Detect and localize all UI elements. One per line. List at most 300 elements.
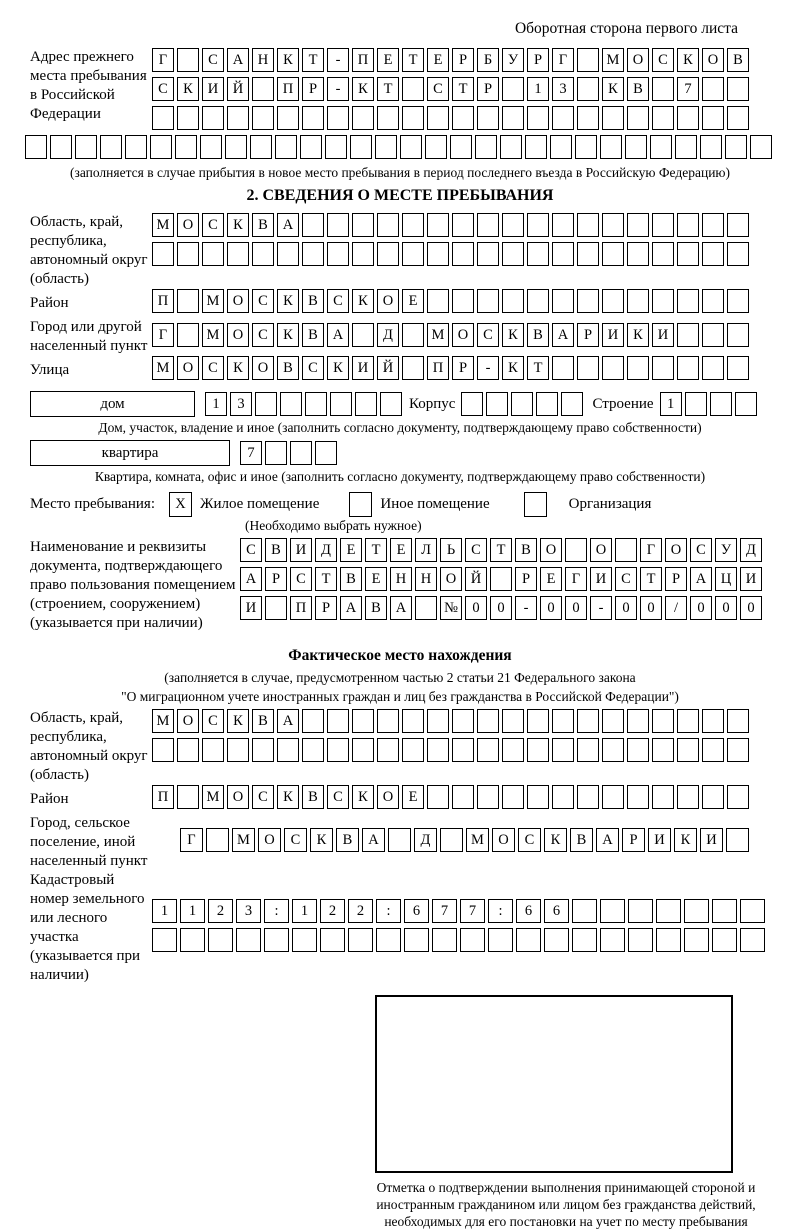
char-cell: [452, 785, 474, 809]
char-cell: [100, 135, 122, 159]
char-cell: К: [352, 77, 374, 101]
char-cell: С: [477, 323, 499, 347]
actual-city-row: [180, 828, 752, 852]
char-cell: С: [615, 567, 637, 591]
char-cell: [402, 738, 424, 762]
char-cell: [750, 135, 772, 159]
char-cell: В: [252, 709, 274, 733]
char-cell: [488, 928, 513, 952]
char-cell: С: [327, 289, 349, 313]
char-cell: 2: [348, 899, 373, 923]
char-cell: [352, 213, 374, 237]
char-cell: -: [327, 77, 349, 101]
stay-type-note: (Необходимо выбрать нужное): [245, 518, 422, 533]
char-cell: [452, 738, 474, 762]
char-cell: [152, 738, 174, 762]
char-cell: -: [327, 48, 349, 72]
char-cell: А: [277, 213, 299, 237]
char-cell: [177, 289, 199, 313]
option-residential-label: Жилое помещение: [200, 496, 320, 512]
char-cell: [252, 738, 274, 762]
char-cell: И: [700, 828, 723, 852]
char-cell: [377, 106, 399, 130]
char-cell: Е: [390, 538, 412, 562]
char-cell: С: [518, 828, 541, 852]
char-cell: [727, 785, 749, 809]
char-cell: [427, 709, 449, 733]
char-cell: [300, 135, 322, 159]
char-cell: М: [152, 709, 174, 733]
char-cell: О: [252, 356, 274, 380]
char-cell: М: [466, 828, 489, 852]
char-cell: И: [648, 828, 671, 852]
char-cell: :: [376, 899, 401, 923]
street-label: Улица: [30, 362, 70, 378]
char-cell: К: [277, 323, 299, 347]
char-cell: [652, 785, 674, 809]
char-cell: :: [264, 899, 289, 923]
char-cell: К: [227, 709, 249, 733]
char-cell: /: [665, 596, 687, 620]
char-cell: Р: [527, 48, 549, 72]
char-cell: [577, 738, 599, 762]
char-cell: [352, 106, 374, 130]
char-cell: [180, 928, 205, 952]
char-cell: [415, 596, 437, 620]
char-cell: [577, 106, 599, 130]
char-cell: В: [277, 356, 299, 380]
char-cell: [712, 928, 737, 952]
char-cell: [75, 135, 97, 159]
char-cell: С: [652, 48, 674, 72]
char-cell: [702, 77, 724, 101]
actual-region-row-2: [152, 738, 752, 762]
char-cell: [602, 738, 624, 762]
checkbox-organization-icon: [524, 492, 547, 517]
char-cell: [627, 242, 649, 266]
city-row: [152, 323, 752, 347]
char-cell: [700, 135, 722, 159]
char-cell: К: [352, 289, 374, 313]
char-cell: П: [152, 289, 174, 313]
char-cell: [25, 135, 47, 159]
char-cell: [502, 709, 524, 733]
char-cell: И: [202, 77, 224, 101]
char-cell: 1: [205, 392, 227, 416]
char-cell: У: [502, 48, 524, 72]
char-cell: [550, 135, 572, 159]
char-cell: Й: [465, 567, 487, 591]
region-cells: [152, 213, 752, 271]
char-cell: О: [177, 709, 199, 733]
region-label: Область, край, республика, автономный округ (область): [30, 214, 148, 287]
char-cell: И: [740, 567, 762, 591]
corner-note: Оборотная сторона первого листа: [514, 20, 738, 37]
char-cell: [735, 392, 757, 416]
char-cell: [577, 289, 599, 313]
char-cell: Ц: [715, 567, 737, 591]
char-cell: [452, 213, 474, 237]
char-cell: О: [492, 828, 515, 852]
char-cell: [702, 356, 724, 380]
char-cell: [727, 323, 749, 347]
char-cell: 0: [540, 596, 562, 620]
char-cell: [577, 709, 599, 733]
char-cell: [477, 242, 499, 266]
char-cell: [702, 323, 724, 347]
city-block: [30, 318, 800, 356]
char-cell: [656, 899, 681, 923]
char-cell: К: [177, 77, 199, 101]
char-cell: [627, 738, 649, 762]
char-cell: [565, 538, 587, 562]
korpus-cells: [461, 392, 586, 416]
char-cell: [602, 785, 624, 809]
actual-location-note-1: (заполняется в случае, предусмотренном частью 2 статьи 21 Федерального закона: [164, 670, 636, 685]
char-cell: [277, 106, 299, 130]
char-cell: К: [327, 356, 349, 380]
char-cell: [627, 785, 649, 809]
char-cell: [265, 441, 287, 465]
char-cell: Ь: [440, 538, 462, 562]
char-cell: [602, 709, 624, 733]
char-cell: [202, 106, 224, 130]
stroenie-label: Строение: [592, 396, 654, 412]
stay-type-label: Место пребывания:: [30, 496, 155, 512]
char-cell: [402, 242, 424, 266]
char-cell: [302, 242, 324, 266]
char-cell: И: [240, 596, 262, 620]
char-cell: 1: [292, 899, 317, 923]
char-cell: [450, 135, 472, 159]
char-cell: Р: [577, 323, 599, 347]
char-cell: [200, 135, 222, 159]
char-cell: [577, 356, 599, 380]
char-cell: Р: [665, 567, 687, 591]
char-cell: [376, 928, 401, 952]
char-cell: [477, 785, 499, 809]
char-cell: 0: [640, 596, 662, 620]
char-cell: В: [340, 567, 362, 591]
char-cell: [727, 213, 749, 237]
apartment-type-box: квартира: [30, 440, 230, 466]
char-cell: 6: [404, 899, 429, 923]
char-cell: [400, 135, 422, 159]
char-cell: [477, 213, 499, 237]
checkbox-residential-icon: X: [169, 492, 192, 517]
document-cells: [240, 538, 765, 625]
char-cell: С: [202, 356, 224, 380]
char-cell: Г: [152, 48, 174, 72]
char-cell: О: [177, 356, 199, 380]
char-cell: А: [596, 828, 619, 852]
char-cell: Т: [315, 567, 337, 591]
char-cell: Р: [515, 567, 537, 591]
char-cell: [320, 928, 345, 952]
char-cell: [490, 567, 512, 591]
char-cell: [452, 242, 474, 266]
char-cell: Р: [302, 77, 324, 101]
char-cell: М: [232, 828, 255, 852]
char-cell: А: [390, 596, 412, 620]
house-type-box: дом: [30, 391, 195, 417]
char-cell: [527, 709, 549, 733]
char-cell: 1: [660, 392, 682, 416]
char-cell: 0: [740, 596, 762, 620]
char-cell: [477, 738, 499, 762]
char-cell: [677, 356, 699, 380]
char-cell: [627, 213, 649, 237]
char-cell: Д: [377, 323, 399, 347]
char-cell: [527, 213, 549, 237]
char-cell: [277, 738, 299, 762]
char-cell: А: [327, 323, 349, 347]
char-cell: О: [702, 48, 724, 72]
city-label: Город или другой населенный пункт: [30, 319, 148, 354]
char-cell: [452, 106, 474, 130]
char-cell: [525, 135, 547, 159]
actual-city-label: Город, сельское поселение, иной населенный пункт: [30, 815, 148, 869]
char-cell: [627, 289, 649, 313]
char-cell: [602, 356, 624, 380]
char-cell: Л: [415, 538, 437, 562]
char-cell: [572, 928, 597, 952]
char-cell: Т: [527, 356, 549, 380]
char-cell: [577, 213, 599, 237]
char-cell: [302, 213, 324, 237]
char-cell: 1: [527, 77, 549, 101]
char-cell: [477, 289, 499, 313]
char-cell: О: [177, 213, 199, 237]
char-cell: [280, 392, 302, 416]
char-cell: Р: [452, 356, 474, 380]
char-cell: В: [365, 596, 387, 620]
char-cell: О: [227, 785, 249, 809]
stamp-box: [375, 995, 733, 1173]
char-cell: [330, 392, 352, 416]
char-cell: М: [202, 289, 224, 313]
char-cell: [402, 356, 424, 380]
actual-location-note-2: "О миграционном учете иностранных граждан и лиц без гражданства в Российской Федерации"): [121, 689, 679, 704]
char-cell: [302, 738, 324, 762]
char-cell: 1: [152, 899, 177, 923]
char-cell: [502, 785, 524, 809]
char-cell: [402, 709, 424, 733]
char-cell: А: [362, 828, 385, 852]
char-cell: М: [602, 48, 624, 72]
char-cell: Т: [377, 77, 399, 101]
cadastral-row-1: [152, 899, 768, 923]
char-cell: К: [502, 323, 524, 347]
char-cell: И: [652, 323, 674, 347]
char-cell: М: [152, 356, 174, 380]
char-cell: [685, 392, 707, 416]
char-cell: [327, 738, 349, 762]
char-cell: [427, 289, 449, 313]
char-cell: [527, 785, 549, 809]
char-cell: 0: [490, 596, 512, 620]
street-row: [152, 356, 752, 380]
char-cell: А: [552, 323, 574, 347]
actual-region-cells: [152, 709, 752, 767]
char-cell: О: [227, 289, 249, 313]
char-cell: У: [715, 538, 737, 562]
char-cell: [377, 738, 399, 762]
char-cell: [712, 899, 737, 923]
char-cell: 0: [690, 596, 712, 620]
char-cell: [152, 242, 174, 266]
char-cell: [602, 213, 624, 237]
char-cell: [502, 738, 524, 762]
char-cell: [516, 928, 541, 952]
char-cell: Г: [640, 538, 662, 562]
char-cell: [152, 928, 177, 952]
char-cell: [377, 709, 399, 733]
char-cell: [432, 928, 457, 952]
char-cell: [427, 106, 449, 130]
char-cell: М: [427, 323, 449, 347]
char-cell: 0: [715, 596, 737, 620]
char-cell: [577, 48, 599, 72]
document-row-1: [240, 538, 765, 562]
char-cell: [255, 392, 277, 416]
char-cell: [677, 289, 699, 313]
char-cell: [252, 106, 274, 130]
char-cell: А: [340, 596, 362, 620]
document-label: Наименование и реквизиты документа, подтверждающего право пользования помещением (строением, сооружением) (указывается при наличии): [30, 539, 236, 631]
char-cell: [527, 242, 549, 266]
prev-address-note: (заполняется в случае прибытия в новое место пребывания в период последнего въезда в Российскую Федерацию): [69, 165, 731, 180]
char-cell: [348, 928, 373, 952]
char-cell: [652, 106, 674, 130]
district-label: Район: [30, 295, 69, 311]
char-cell: -: [477, 356, 499, 380]
prev-address-row-1: [152, 48, 752, 72]
char-cell: 7: [432, 899, 457, 923]
char-cell: [677, 242, 699, 266]
char-cell: [572, 899, 597, 923]
char-cell: С: [427, 77, 449, 101]
char-cell: П: [352, 48, 374, 72]
char-cell: [350, 135, 372, 159]
char-cell: 2: [208, 899, 233, 923]
char-cell: [275, 135, 297, 159]
char-cell: [277, 242, 299, 266]
char-cell: Г: [180, 828, 203, 852]
char-cell: К: [277, 48, 299, 72]
char-cell: Р: [622, 828, 645, 852]
house-number-cells: [205, 392, 405, 416]
char-cell: Е: [402, 785, 424, 809]
char-cell: [652, 213, 674, 237]
char-cell: [206, 828, 229, 852]
char-cell: [677, 106, 699, 130]
char-cell: [227, 738, 249, 762]
char-cell: [628, 928, 653, 952]
char-cell: [652, 709, 674, 733]
char-cell: [452, 709, 474, 733]
char-cell: Н: [390, 567, 412, 591]
char-cell: :: [488, 899, 513, 923]
char-cell: [627, 709, 649, 733]
char-cell: [325, 135, 347, 159]
char-cell: И: [352, 356, 374, 380]
char-cell: 0: [615, 596, 637, 620]
char-cell: К: [277, 785, 299, 809]
char-cell: С: [252, 323, 274, 347]
char-cell: [602, 289, 624, 313]
char-cell: [710, 392, 732, 416]
char-cell: К: [310, 828, 333, 852]
char-cell: [677, 323, 699, 347]
char-cell: [292, 928, 317, 952]
char-cell: Й: [377, 356, 399, 380]
char-cell: И: [602, 323, 624, 347]
char-cell: К: [277, 289, 299, 313]
char-cell: [727, 106, 749, 130]
char-cell: [575, 135, 597, 159]
char-cell: С: [240, 538, 262, 562]
char-cell: [252, 77, 274, 101]
char-cell: О: [440, 567, 462, 591]
char-cell: [500, 135, 522, 159]
char-cell: Й: [227, 77, 249, 101]
char-cell: В: [527, 323, 549, 347]
char-cell: [527, 289, 549, 313]
char-cell: К: [227, 356, 249, 380]
char-cell: Р: [315, 596, 337, 620]
char-cell: [380, 392, 402, 416]
char-cell: В: [727, 48, 749, 72]
char-cell: [527, 738, 549, 762]
char-cell: [615, 538, 637, 562]
char-cell: -: [515, 596, 537, 620]
char-cell: [202, 242, 224, 266]
char-cell: [702, 785, 724, 809]
char-cell: [602, 106, 624, 130]
actual-district-label: Район: [30, 791, 69, 807]
char-cell: Н: [415, 567, 437, 591]
char-cell: [600, 899, 625, 923]
char-cell: В: [302, 785, 324, 809]
checkbox-other-premises-icon: [349, 492, 372, 517]
char-cell: В: [336, 828, 359, 852]
prev-address-block: [30, 48, 800, 135]
char-cell: Н: [252, 48, 274, 72]
region-block: [30, 213, 800, 289]
document-row-2: [240, 567, 765, 591]
char-cell: [652, 289, 674, 313]
char-cell: [577, 77, 599, 101]
char-cell: О: [377, 785, 399, 809]
char-cell: [486, 392, 508, 416]
cadastral-cells: [152, 871, 768, 957]
char-cell: [427, 738, 449, 762]
char-cell: 6: [544, 899, 569, 923]
char-cell: [302, 106, 324, 130]
char-cell: [652, 77, 674, 101]
char-cell: [652, 242, 674, 266]
char-cell: В: [302, 323, 324, 347]
char-cell: [404, 928, 429, 952]
char-cell: [477, 709, 499, 733]
char-cell: [377, 213, 399, 237]
char-cell: [536, 392, 558, 416]
char-cell: [552, 213, 574, 237]
char-cell: [425, 135, 447, 159]
char-cell: Т: [302, 48, 324, 72]
char-cell: [402, 106, 424, 130]
